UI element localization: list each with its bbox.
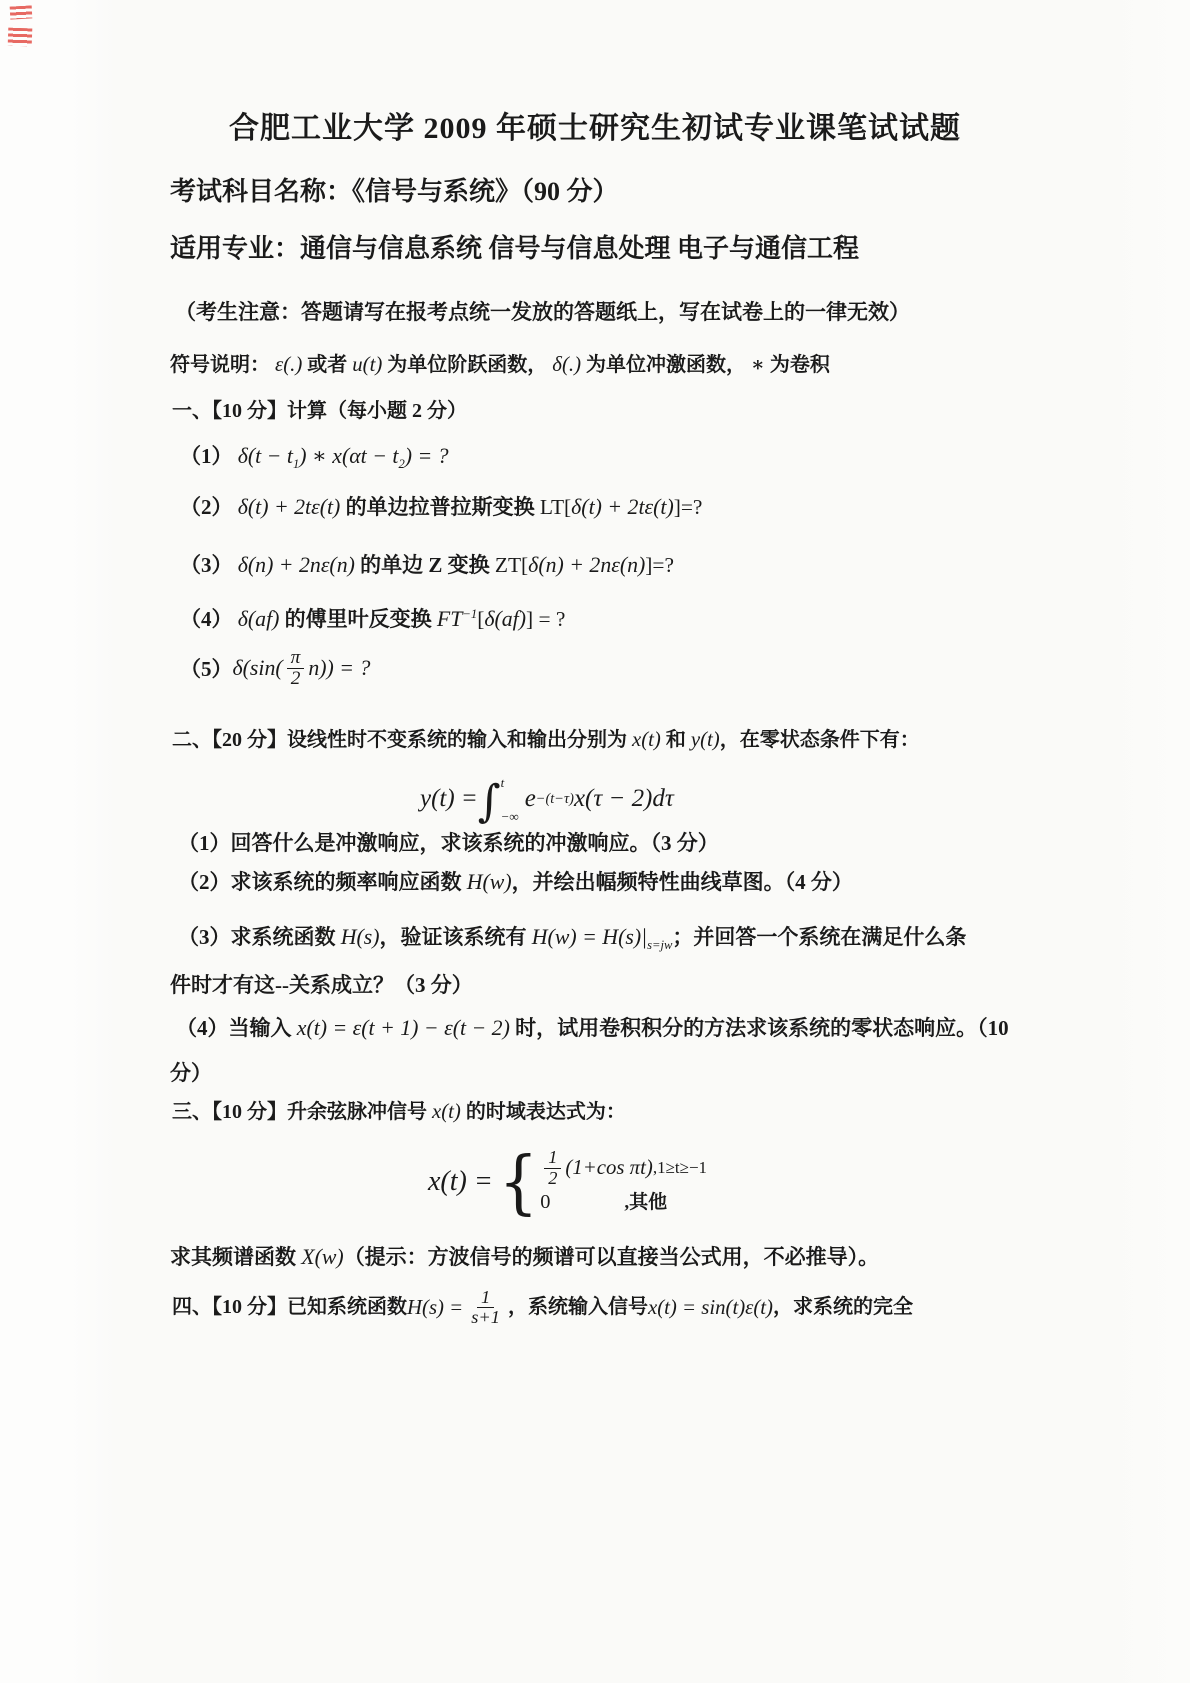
q3-cases-formula [428, 1140, 708, 1223]
q1-item-1: （1） $\delta(t - t_1)$ ∗ $x(\alpha t - t_2)$ = ? [180, 444, 449, 472]
q2-item-1: （1）回答什么是冲激响应，求该系统的冲激响应。（3 分） [178, 831, 719, 855]
page-title: 合肥工业大学 2009 年硕士研究生初试专业课笔试试题 [229, 112, 961, 145]
q2-item-3: （3）求系统函数 H(s)，验证该系统有 $H(w) = H(s)|_{s=jw}$；并回答一个系统在满足什么条 [178, 925, 967, 953]
q2-item-4: （4）当输入 x(t) = ε(t + 1) − ε(t − 2) 时，试用卷积积分的方法求该系统的零状态响应。（10 [176, 1016, 1009, 1040]
integral-upper-limit: t [500, 775, 505, 790]
q1-item-5: （5） δ(sin( $\frac{\pi}{2}$ n)) = ? [180, 647, 371, 690]
notice-line: （考生注意：答题请写在报考点统一发放的答题纸上，写在试卷上的一律无效） [175, 300, 910, 324]
majors-line: 适用专业：通信与信息系统 信号与信息处理 电子与通信工程 [170, 234, 860, 263]
q2-display-formula [420, 774, 674, 828]
section-3-heading: 三、【10 分】升余弦脉冲信号 x(t) 的时域表达式为： [172, 1100, 626, 1123]
cases-lhs: x(t) = [428, 1166, 493, 1198]
q2-item-3-continued: 件时才有这--关系成立？（3 分） [170, 973, 473, 997]
formula-lhs: y(t) = [420, 785, 478, 813]
fraction: $\frac{1}{s+1}$ [471, 1287, 500, 1328]
section-4-heading: 四、【10 分】已知系统函数 H(s) = $\frac{1}{s+1}$ ，系统输入信号 x(t) = sin(t)ε(t) ，求系统的完全 [172, 1287, 913, 1328]
case-row-2 [540, 1190, 707, 1216]
q1-item-2: （2） δ(t) + 2tε(t) 的单边拉普拉斯变换 LT[δ(t) + 2tε(t)]=? [180, 495, 703, 519]
case-row-1 [540, 1148, 707, 1188]
symbols-note: 符号说明： ε(.) 或者 u(t) 为单位阶跃函数， δ(.) 为单位冲激函数， ∗ 为卷积 [170, 353, 830, 376]
cases-brace: { [498, 1140, 539, 1223]
formula-body: x(τ − 2)dτ [573, 785, 674, 813]
q1-item-3: （3） δ(n) + 2nε(n) 的单边 Z 变换 ZT[δ(n) + 2nε(n)]=? [180, 553, 674, 577]
q2-item-2: （2）求该系统的频率响应函数 H(w)，并绘出幅频特性曲线草图。（4 分） [178, 870, 853, 894]
integral-lower-limit: −∞ [500, 808, 519, 824]
integral-sign: ∫ [477, 776, 501, 828]
q2-item-4-continued: 分） [170, 1061, 212, 1085]
case-2-condition: ,其他 [624, 1191, 668, 1213]
red-stamp-mark [8, 28, 33, 47]
q3-tail: 求其频谱函数 X(w)（提示：方波信号的频谱可以直接当公式用，不必推导）。 [170, 1245, 880, 1269]
case-1-condition: ,1≥t≥−1 [652, 1158, 708, 1178]
red-stamp-mark [10, 5, 33, 19]
formula-exponent: −(t−τ) [535, 791, 574, 807]
cases-rows [540, 1148, 707, 1215]
q1-item-4: （4） δ(af) 的傅里叶反变换 $FT^{-1}[\delta(af)]$ = ? [180, 607, 566, 631]
subject-line: 考试科目名称：《信号与系统》（90 分） [170, 177, 619, 206]
integral-limits [501, 775, 519, 825]
formula-body: e [524, 785, 536, 813]
section-2-heading: 二、【20 分】设线性时不变系统的输入和输出分别为 x(t) 和 y(t)，在零状态条件下有： [172, 728, 920, 751]
section-1-heading: 一、【10 分】计算（每小题 2 分） [172, 400, 467, 422]
fraction: $\frac{1}{2}$ [544, 1148, 561, 1188]
case-1-expression: (1+cos πt) [565, 1156, 653, 1179]
case-2-value: 0 [540, 1190, 551, 1213]
fraction: $\frac{\pi}{2}$ [287, 648, 305, 690]
